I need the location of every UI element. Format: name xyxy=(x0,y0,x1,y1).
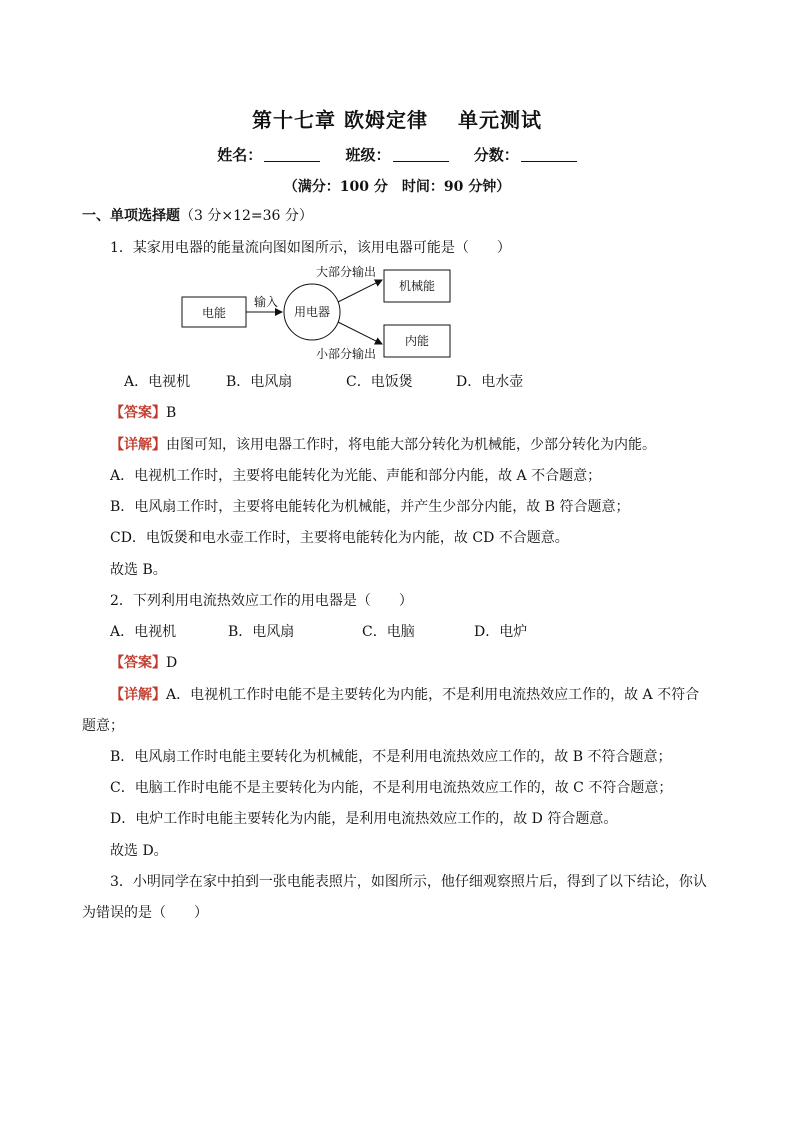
q2-detail: 【详解】A．电视机工作时电能不是主要转化为内能，不是利用电流热效应工作的，故 A 不符合 xyxy=(110,687,700,703)
q1-stem: 1．某家用电器的能量流向图如图所示，该用电器可能是（ ） xyxy=(110,240,511,256)
q2-stem: 2．下列利用电流热效应工作的用电器是（ ） xyxy=(110,593,413,609)
q2-detail-b: B．电风扇工作时电能主要转化为机械能，不是利用电流热效应工作的，故 B 不符合题意； xyxy=(110,749,672,765)
title-chapter: 第十七章 欧姆定律 xyxy=(252,108,428,132)
q1-detail-b: B．电风扇工作时，主要将电能转化为机械能，并产生少部分内能，故 B 符合题意； xyxy=(110,499,630,515)
q1-option-a[interactable]: A．电视机 xyxy=(124,374,191,390)
top-arrow xyxy=(338,280,382,302)
q1-option-c[interactable]: C．电饭煲 xyxy=(346,374,413,390)
q2-answer: 【答案】D xyxy=(110,655,178,671)
q2-options xyxy=(82,622,722,642)
q1-option-b[interactable]: B．电风扇 xyxy=(226,374,293,390)
top-box-label: 机械能 xyxy=(398,279,436,293)
q1-option-d[interactable]: D．电水壶 xyxy=(456,374,524,390)
bottom-arrow xyxy=(338,322,382,344)
q1-detail: 【详解】由图可知，该用电器工作时，将电能大部分转化为机械能，少部分转化为内能。 xyxy=(110,437,656,453)
device-label: 用电器 xyxy=(293,305,331,319)
input-arrow-label: 输入 xyxy=(253,295,279,309)
q2-detail-cont: 题意； xyxy=(82,718,124,734)
q3-stem-cont: 为错误的是（ ） xyxy=(82,905,208,921)
score-field[interactable]: 分数： xyxy=(474,144,577,165)
q1-detail-a: A．电视机工作时，主要将电能转化为光能、声能和部分内能，故 A 不合题意； xyxy=(110,468,602,484)
student-info-row xyxy=(0,144,794,165)
q1-detail-cd: CD．电饭煲和电水壶工作时，主要将电能转化为内能，故 CD 不合题意。 xyxy=(110,530,569,546)
q2-conclusion: 故选 D。 xyxy=(110,843,168,859)
q2-detail-d: D．电炉工作时电能主要转化为内能，是利用电流热效应工作的，故 D 符合题意。 xyxy=(110,811,618,827)
class-field[interactable]: 班级： xyxy=(345,144,448,165)
q1-conclusion: 故选 B。 xyxy=(110,562,167,578)
q2-option-c[interactable]: C．电脑 xyxy=(362,624,415,640)
exam-meta: （满分：100 分 时间：90 分钟） xyxy=(283,179,511,195)
q2-option-a[interactable]: A．电视机 xyxy=(110,624,177,640)
bottom-box-label: 内能 xyxy=(404,334,430,348)
page-title xyxy=(0,104,794,133)
q2-option-d[interactable]: D．电炉 xyxy=(474,624,528,640)
energy-flow-diagram xyxy=(176,262,466,362)
q1-options xyxy=(124,372,764,392)
q2-option-b[interactable]: B．电风扇 xyxy=(228,624,295,640)
q2-detail-c: C．电脑工作时电能不是主要转化为内能，不是利用电流热效应工作的，故 C 不符合题意； xyxy=(110,780,673,796)
bottom-arrow-label: 小部分输出 xyxy=(315,347,377,361)
q3-stem: 3．小明同学在家中拍到一张电能表照片，如图所示，他仔细观察照片后，得到了以下结论，你认 xyxy=(110,874,707,890)
input-box-label: 电能 xyxy=(201,306,227,320)
q1-answer: 【答案】B xyxy=(110,405,177,421)
top-arrow-label: 大部分输出 xyxy=(315,265,377,279)
section-heading: 一、单项选择题（3 分×12=36 分） xyxy=(82,208,313,224)
name-field[interactable]: 姓名： xyxy=(217,144,320,165)
title-test: 单元测试 xyxy=(457,108,542,132)
